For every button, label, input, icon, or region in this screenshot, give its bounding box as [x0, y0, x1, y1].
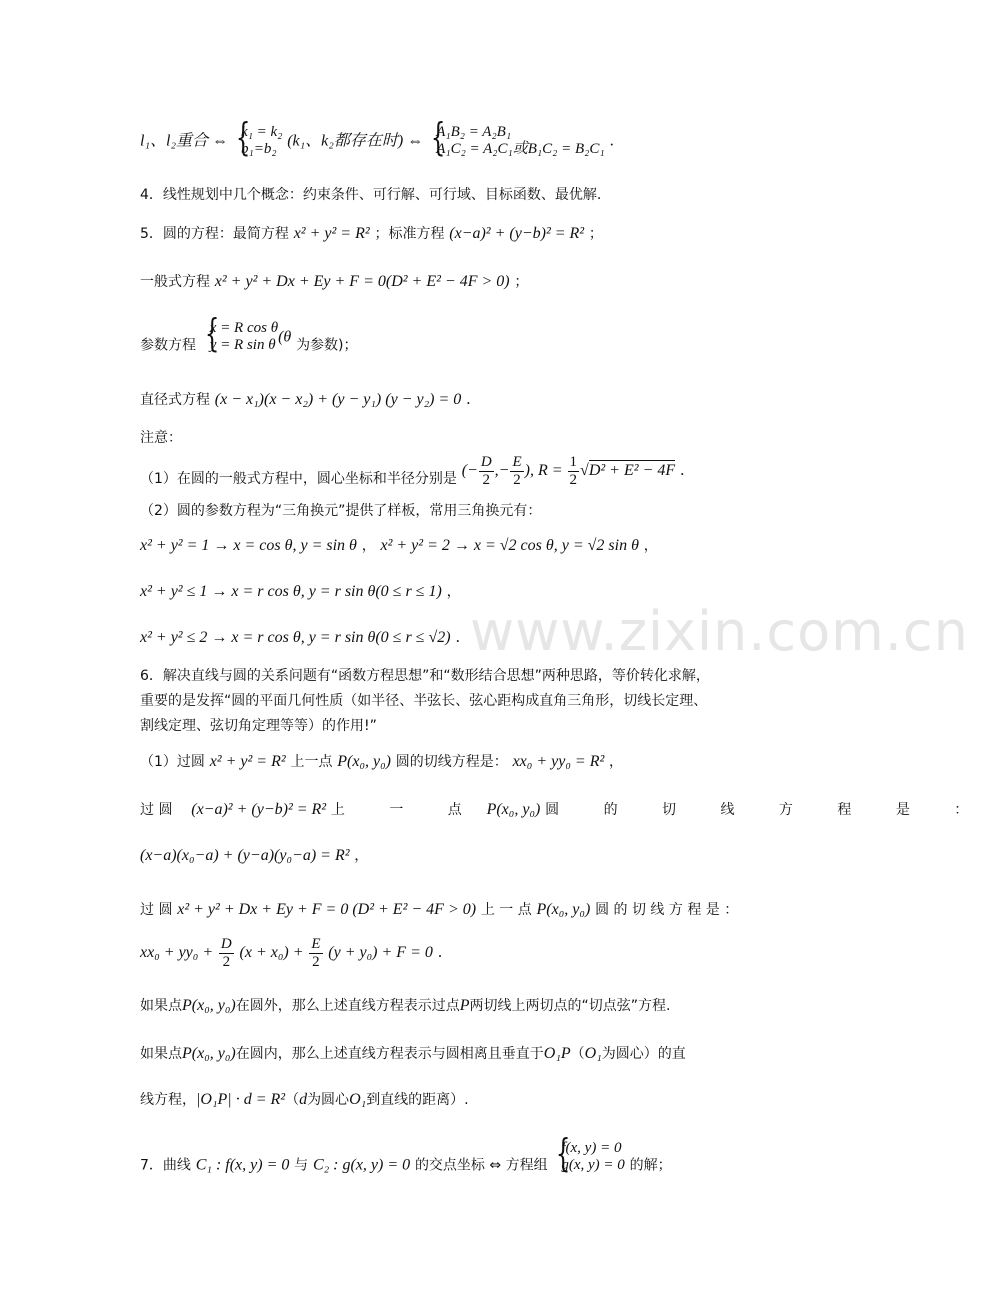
coincide-mid: (k₁、k₂都存在时) ⇔	[287, 132, 428, 150]
parametric-system: { x = R cos θ y = R sin θ	[201, 320, 278, 355]
note-2-trig-substitution: （2）圆的参数方程为“三角换元”提供了样板，常用三角换元有：	[140, 503, 542, 519]
item-6-line-2: 重要的是发挥“圆的平面几何性质（如半径、半弦长、弦心距构成直角三角形，切线长定理、	[140, 693, 708, 709]
system-k-b: { k₁ = k₂ b₁=b₂	[232, 124, 282, 159]
coincide-lead: l₁、l₂重合 ⇔	[140, 132, 233, 150]
trig-substitution-1: x² + y² = 1 → x = cos θ, y = sin θ ， x² + y² = 2 → x = √2 cos θ, y = √2 sin θ ，	[140, 537, 658, 554]
fraction-e-over-2: $\frac{E}{2}$	[512, 454, 522, 488]
item-6-line-1: 6．解决直线与圆的关系问题有“函数方程思想”和“数形结合思想”两种思路，等价转化求解，	[140, 668, 710, 684]
tangent-general-circle-equation: xx₀ + yy₀ + $\frac{D}{2}$ (x + x₀) + $\frac{E}{2}$ (y + y₀) + F = 0 .	[140, 936, 443, 970]
fraction-d-over-2: $\frac{D}{2}$	[480, 454, 492, 488]
item-7-curve-intersection: 7．曲线 C₁ : f(x, y) = 0 与 C₂ : g(x, y) = 0 的交点坐标 ⇔ 方程组 { f(x, y) = 0 g(x, y) = 0 的解；	[140, 1140, 672, 1175]
fraction-e-over-2: $\frac{E}{2}$	[311, 936, 321, 970]
item-6-line-3: 割线定理、弦切角定理等等）的作用!”	[140, 718, 377, 734]
standard-equation: (x−a)² + (y−b)² = R²	[449, 225, 585, 242]
point-inside-circle-continued: 线方程，|O₁P| · d = R²（d为圆心O₁到直线的距离）.	[140, 1091, 469, 1108]
item-4-linear-programming: 4．线性规划中几个概念：约束条件、可行解、可行域、目标函数、最优解.	[140, 187, 602, 203]
watermark: www.zixin.com.cn	[470, 600, 969, 663]
simplest-equation: x² + y² = R²	[293, 225, 370, 242]
diameter-equation: 直径式方程 (x − x₁)(x − x₂) + (y − y₁) (y − y₂) = 0 .	[140, 390, 471, 408]
trig-substitution-3: x² + y² ≤ 2 → x = r cos θ, y = r sin θ(0 ≤ r ≤ √2) .	[140, 628, 461, 646]
fraction-d-over-2: $\frac{D}{2}$	[220, 936, 232, 970]
tangent-general-circle: 过 圆 x² + y² + Dx + Ey + F = 0 (D² + E² − 4F > 0) 上 一 点 P(x₀, y₀) 圆 的 切 线 方 程 是 ：	[140, 901, 739, 918]
tangent-origin-circle: （1）过圆 x² + y² = R² 上一点 P(x₀, y₀) 圆的切线方程是： xx₀ + yy₀ = R² ，	[140, 753, 624, 770]
radius-radicand: D² + E² − 4F	[588, 462, 676, 479]
parametric-equation: 参数方程 { x = R cos θ y = R sin θ (θ 为参数)；	[140, 320, 358, 355]
tangent-standard-circle: 过 圆 (x−a)² + (y−b)² = R² 上 一 点 P(x₀, y₀) 圆 的 切 线 方 程 是 ：	[140, 801, 988, 818]
note-label: 注意：	[140, 430, 182, 446]
tangent-standard-circle-equation: (x−a)(x₀−a) + (y−a)(y₀−a) = R² ，	[140, 847, 369, 864]
point-outside-circle: 如果点P(x₀, y₀)在圆外，那么上述直线方程表示过点P两切线上两切点的“切点弦”方程.	[140, 997, 671, 1014]
line-coincide-condition: l₁、l₂重合 ⇔ { k₁ = k₂ b₁=b₂ (k₁、k₂都存在时) ⇔ { A₁B₂ = A₂B₁ A₁C₂ = A₂C₁或B₁C₂ = B₂C₁ .	[140, 124, 614, 159]
point-inside-circle: 如果点P(x₀, y₀)在圆内，那么上述直线方程表示与圆相离且垂直于O₁P（O₁为圆心）的直	[140, 1045, 686, 1062]
general-equation: 一般式方程 x² + y² + Dx + Ey + F = 0(D² + E² − 4F > 0) ；	[140, 273, 529, 290]
note-1-center-radius: （1）在圆的一般式方程中，圆心坐标和半径分别是 (− $\frac{D}{2}$ ,− $\frac{E}{2}$ ), R = $\frac{1}{2}$ √D² + E² − 4F .	[140, 454, 685, 488]
item-5-circle-equations: 5．圆的方程：最简方程 x² + y² = R² ；标准方程 (x−a)² + (y−b)² = R² ；	[140, 225, 603, 242]
intersection-system: { f(x, y) = 0 g(x, y) = 0	[552, 1140, 624, 1175]
fraction-one-half: $\frac{1}{2}$	[569, 454, 578, 488]
trig-substitution-2: x² + y² ≤ 1 → x = r cos θ, y = r sin θ(0 ≤ r ≤ 1) ，	[140, 583, 461, 600]
system-coefficients: { A₁B₂ = A₂B₁ A₁C₂ = A₂C₁或B₁C₂ = B₂C₁	[427, 124, 604, 159]
